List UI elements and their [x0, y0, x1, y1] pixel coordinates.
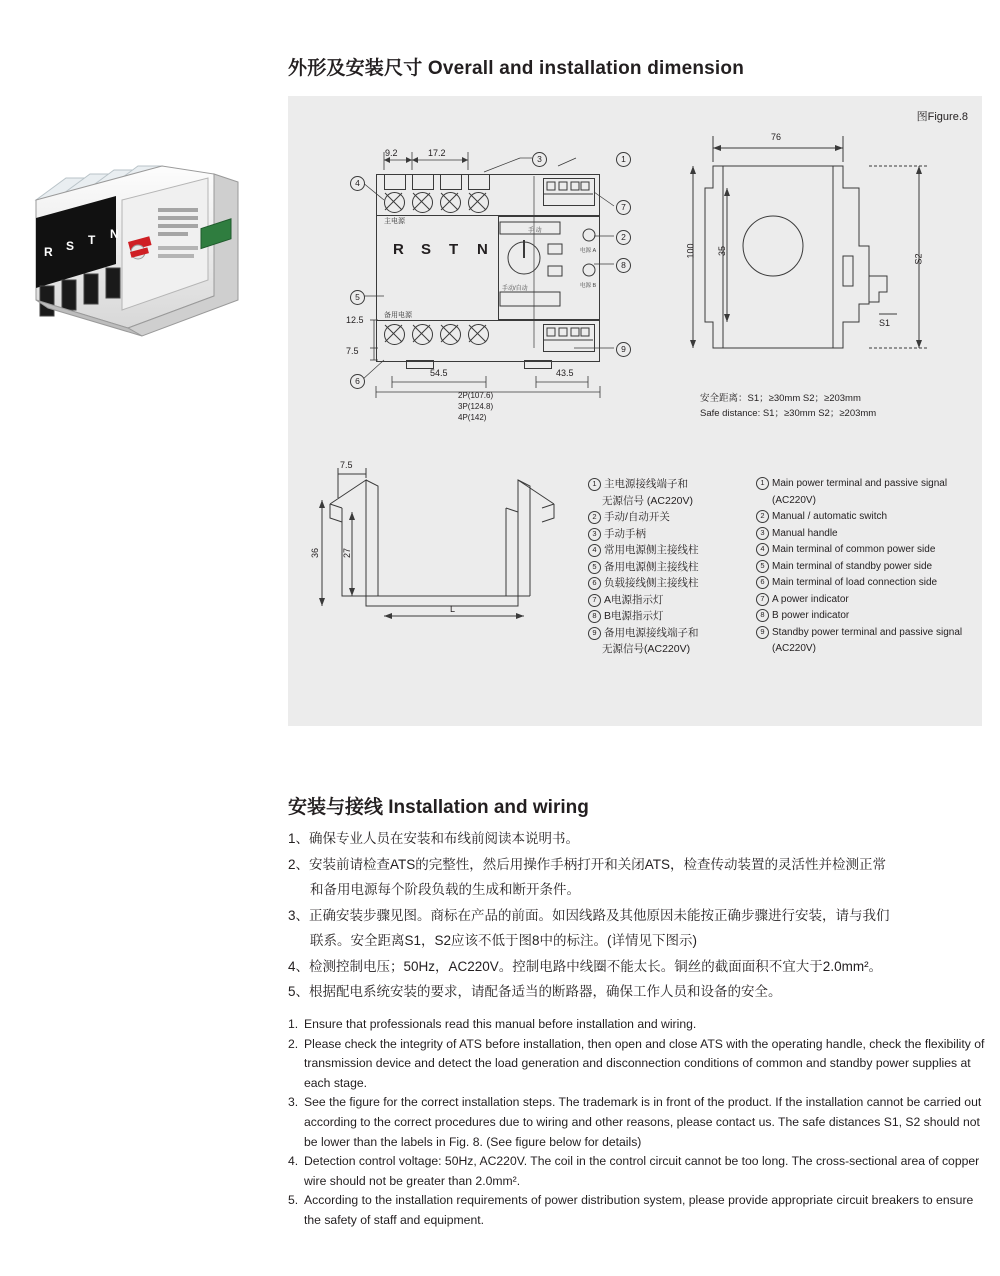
dim-12-5: 12.5	[346, 315, 364, 325]
cn-step-3-cont: 联系。安全距离S1，S2应该不低于图8中的标注。(详情见下图示)	[310, 933, 698, 948]
section-installation-title: 安装与接线 Installation and wiring	[288, 797, 589, 818]
en-step-2-text: Please check the integrity of ATS before installation, then open and close ATS with the operating handle, check the flexibility of transmission device and detect the load generation and disconnection conditions of common and standby power supplies at each stage.	[304, 1036, 985, 1090]
legend-en-8: 8 B power indicator	[756, 608, 962, 625]
legend-num-icon: 2	[756, 510, 769, 523]
cn-step-5: 5、根据配电系统安装的要求，请配备适当的断路器，确保工作人员和设备的安全。	[288, 984, 782, 999]
dim-43-5: 43.5	[556, 368, 574, 378]
en-step-5-text: According to the installation requirements of power distribution system, please provide appropriate circuit breakers to ensure the safety of staff and equipment.	[304, 1193, 974, 1227]
callout-5: 5	[350, 290, 365, 305]
legend-cn-7: 7 A电源指示灯	[588, 592, 699, 609]
svg-text:电源 B: 电源 B	[580, 283, 597, 289]
product-photo	[18, 160, 263, 360]
rail-dim-27: 27	[342, 547, 353, 559]
cn-step-3: 3、正确安装步骤见图。商标在产品的前面。如因线路及其他原因未能按正确步骤进行安装，请与我们	[288, 907, 890, 923]
legend-cn-1: 1 主电源接线端子和	[588, 476, 699, 493]
din-rail-drawing	[304, 456, 594, 636]
side-view-drawing	[683, 96, 983, 426]
dim-3p: 3P(124.8)	[458, 402, 494, 411]
legend-en-1b: (AC220V)	[772, 494, 816, 506]
callout-2: 2	[616, 230, 631, 245]
callout-7: 7	[616, 200, 631, 215]
callout-4: 4	[350, 176, 365, 191]
legend-num-icon: 7	[756, 593, 769, 606]
callout-6: 6	[350, 374, 365, 389]
legend-en-9b: (AC220V)	[772, 643, 816, 654]
en-step-1-text: Ensure that professionals read this manual before installation and wiring.	[304, 1017, 697, 1031]
legend-num-icon: 7	[588, 594, 601, 607]
legend-en-9: 9 Standby power terminal and passive signal	[756, 625, 962, 642]
legend-num-icon: 4	[588, 544, 601, 557]
svg-text:手 动: 手 动	[528, 228, 542, 234]
cn-step-1: 1、确保专业人员在安装和布线前阅读本说明书。	[288, 831, 580, 846]
legend-num-icon: 9	[588, 627, 601, 640]
dim-9-2: 9.2	[385, 148, 398, 158]
svg-text:T: T	[88, 233, 96, 247]
en-step-4	[288, 1152, 988, 1191]
dim-17-2: 17.2	[428, 148, 446, 158]
legend-en-5: 5 Main terminal of standby power side	[756, 559, 962, 576]
main-source-label: 主电源	[384, 218, 405, 225]
en-step-3	[288, 1093, 988, 1152]
legend-num-icon: 1	[756, 477, 769, 490]
phase-letter-s: S	[421, 241, 432, 258]
legend-num-icon: 1	[588, 478, 601, 491]
legend-cn-9b: 无源信号(AC220V)	[602, 643, 691, 655]
installation-steps-chinese	[288, 826, 988, 1005]
legend-num-icon: 4	[756, 543, 769, 556]
legend-cn-8: 8 B电源指示灯	[588, 608, 699, 625]
installation-steps-english	[288, 1015, 988, 1231]
cn-step-2-cont: 和备用电源每个阶段负载的生成和断开条件。	[310, 882, 580, 897]
dim-54-5: 54.5	[430, 368, 448, 378]
legend-chinese	[588, 476, 699, 658]
en-step-4-text: Detection control voltage: 50Hz, AC220V. The coil in the control circuit cannot be too long. The cross-sectional area of copper wire should not be greater than 2.0mm².	[304, 1154, 980, 1188]
dim-35: 35	[717, 245, 728, 257]
safe-distance-note	[700, 391, 876, 421]
en-step-2	[288, 1035, 988, 1094]
legend-cn-3: 3 手动手柄	[588, 526, 699, 543]
dim-s1: S1	[879, 318, 891, 328]
en-step-5	[288, 1191, 988, 1230]
legend-cn-2: 2 手动/自动开关	[588, 509, 699, 526]
legend-num-icon: 8	[756, 609, 769, 622]
callout-9: 9	[616, 342, 631, 357]
dim-7-5: 7.5	[346, 346, 359, 356]
rail-dim-36: 36	[310, 547, 321, 559]
callout-8: 8	[616, 258, 631, 273]
legend-en-2: 2 Manual / automatic switch	[756, 509, 962, 526]
svg-text:R: R	[44, 245, 53, 259]
dimension-diagram-panel	[288, 96, 982, 726]
cn-step-4: 4、检测控制电压；50Hz，AC220V。控制电路中线圈不能太长。铜丝的截面面积不宜大于2.0mm²。	[288, 958, 883, 974]
dim-4p: 4P(142)	[458, 413, 487, 422]
dim-100: 100	[685, 243, 696, 259]
rail-dim-l: L	[450, 604, 456, 614]
safe-distance-cn: 安全距离：S1；≥30mm S2；≥203mm	[700, 393, 861, 404]
legend-num-icon: 5	[588, 561, 601, 574]
legend-en-6: 6 Main terminal of load connection side	[756, 575, 962, 592]
figure-label: 图Figure.8	[916, 111, 968, 123]
dim-s2: S2	[913, 253, 924, 265]
legend-en-3: 3 Manual handle	[756, 526, 962, 543]
legend-num-icon: 6	[756, 576, 769, 589]
legend-cn-9: 9 备用电源接线端子和	[588, 625, 699, 642]
callout-1: 1	[616, 152, 631, 167]
svg-text:电源 A: 电源 A	[580, 248, 597, 254]
legend-cn-5: 5 备用电源侧主接线柱	[588, 559, 699, 576]
legend-en-4: 4 Main terminal of common power side	[756, 542, 962, 559]
callout-3: 3	[532, 152, 547, 167]
legend-num-icon: 6	[588, 577, 601, 590]
legend-num-icon: 3	[588, 528, 601, 541]
legend-cn-1b: 无源信号 (AC220V)	[602, 494, 694, 507]
en-step-1-num: 1.	[288, 1017, 299, 1031]
en-step-1	[288, 1015, 988, 1035]
rail-dim-7-5: 7.5	[340, 460, 353, 470]
en-step-3-num: 3.	[288, 1095, 299, 1110]
front-view-drawing	[288, 96, 678, 426]
dim-2p: 2P(107.6)	[458, 391, 494, 400]
legend-num-icon: 9	[756, 626, 769, 639]
en-step-4-num: 4.	[288, 1154, 299, 1169]
legend-num-icon: 2	[588, 511, 601, 524]
en-step-5-num: 5.	[288, 1193, 299, 1208]
en-step-2-num: 2.	[288, 1036, 299, 1051]
legend-english	[756, 476, 962, 658]
legend-num-icon: 8	[588, 610, 601, 623]
svg-text:S: S	[66, 239, 75, 253]
phase-letter-n: N	[477, 241, 488, 258]
legend-cn-4: 4 常用电源侧主接线柱	[588, 542, 699, 559]
dim-76: 76	[771, 132, 782, 142]
svg-text:手动/自动: 手动/自动	[502, 286, 528, 292]
legend-num-icon: 3	[756, 527, 769, 540]
phase-letter-r: R	[393, 241, 404, 258]
legend-en-7: 7 A power indicator	[756, 592, 962, 609]
en-step-3-text: See the figure for the correct installation steps. The trademark is in front of the product. If the installation cannot be carried out according to the correct procedures due to wiring and other reasons, please contact us. The safe distances S1, S2 should not be lower than the labels in Fig. 8. (See figure below for details)	[304, 1095, 982, 1149]
svg-text:N: N	[110, 227, 119, 241]
section-overall-dimension-title: 外形及安装尺寸 Overall and installation dimension	[288, 58, 745, 79]
phase-letter-t: T	[449, 241, 459, 258]
legend-en-1: 1 Main power terminal and passive signal	[756, 476, 962, 493]
safe-distance-en: Safe distance: S1；≥30mm S2；≥203mm	[700, 408, 877, 419]
cn-step-2: 2、安装前请检查ATS的完整性，然后用操作手柄打开和关闭ATS，检查传动装置的灵活性并检测正常	[288, 856, 887, 872]
legend-cn-6: 6 负载接线侧主接线柱	[588, 575, 699, 592]
legend-num-icon: 5	[756, 560, 769, 573]
standby-source-label: 备用电源	[384, 312, 412, 319]
